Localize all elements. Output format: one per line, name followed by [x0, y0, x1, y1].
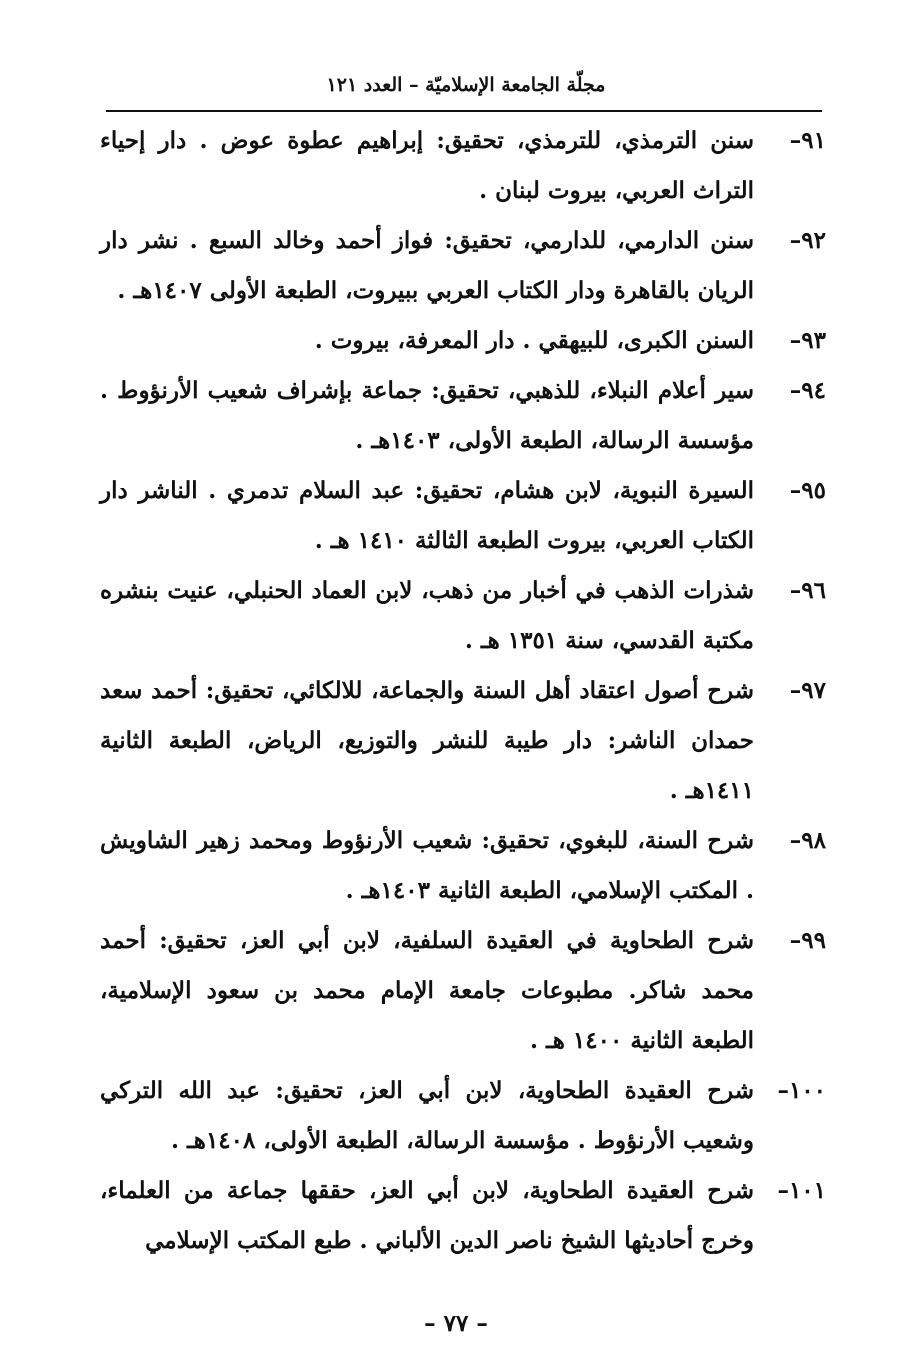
reference-number: ٩٤–	[789, 377, 826, 404]
reference-number: ٩٧–	[789, 677, 826, 704]
reference-list	[100, 116, 826, 1266]
reference-text: سنن الترمذي، للترمذي، تحقيق: إبراهيم عطوة عوض . دار إحياء التراث العربي، بيروت لبنان .	[100, 127, 754, 204]
reference-text: شرح العقيدة الطحاوية، لابن أبي العز، حققها جماعة من العلماء، وخرج أحاديثها الشيخ ناصر الدين الألباني . طبع المكتب الإسلامي	[100, 1177, 754, 1254]
reference-item-94	[100, 366, 826, 466]
reference-number: ٩٨–	[789, 827, 826, 854]
reference-item-99	[100, 916, 826, 1066]
reference-number: ٩٦–	[789, 577, 826, 604]
reference-item-91	[100, 116, 826, 216]
reference-item-97	[100, 666, 826, 816]
reference-text: شرح العقيدة الطحاوية، لابن أبي العز، تحقيق: عبد الله التركي وشعيب الأرنؤوط . مؤسسة الرسالة، الطبعة الأولى، ١٤٠٨هـ .	[100, 1077, 754, 1154]
reference-number: ١٠١–	[777, 1177, 826, 1204]
reference-text: شرح الطحاوية في العقيدة السلفية، لابن أبي العز، تحقيق: أحمد محمد شاكر. مطبوعات جامعة الإمام محمد بن سعود الإسلامية، الطبعة الثانية ١٤٠٠ هـ .	[100, 927, 754, 1054]
reference-text: السيرة النبوية، لابن هشام، تحقيق: عبد السلام تدمري . الناشر دار الكتاب العربي، بيروت الطبعة الثالثة ١٤١٠ هـ .	[100, 477, 754, 554]
reference-text: سنن الدارمي، للدارمي، تحقيق: فواز أحمد وخالد السبع . نشر دار الريان بالقاهرة ودار الكتاب العربي ببيروت، الطبعة الأولى ١٤٠٧هـ .	[100, 227, 754, 304]
reference-item-96	[100, 566, 826, 666]
header-rule	[106, 110, 822, 112]
reference-number: ٩٩–	[789, 927, 826, 954]
reference-number: ٩٣–	[789, 327, 826, 354]
reference-text: شرح السنة، للبغوي، تحقيق: شعيب الأرنؤوط ومحمد زهير الشاويش . المكتب الإسلامي، الطبعة الثانية ١٤٠٣هـ .	[100, 827, 754, 904]
reference-text: شذرات الذهب في أخبار من ذهب، لابن العماد الحنبلي، عنيت بنشره مكتبة القدسي، سنة ١٣٥١ هـ .	[100, 577, 754, 654]
reference-number: ١٠٠–	[777, 1077, 826, 1104]
reference-item-93	[100, 316, 826, 366]
running-header: مجلّة الجامعة الإسلاميّة – العدد ١٢١	[326, 74, 606, 96]
reference-number: ٩١–	[789, 127, 826, 154]
reference-text: شرح أصول اعتقاد أهل السنة والجماعة، للالكائي، تحقيق: أحمد سعد حمدان الناشر: دار طيبة للنشر والتوزيع، الرياض، الطبعة الثانية ١٤١١هـ .	[100, 677, 754, 804]
reference-text: سير أعلام النبلاء، للذهبي، تحقيق: جماعة بإشراف شعيب الأرنؤوط . مؤسسة الرسالة، الطبعة الأولى، ١٤٠٣هـ .	[100, 377, 754, 454]
reference-number: ٩٥–	[789, 477, 826, 504]
reference-number: ٩٢–	[789, 227, 826, 254]
reference-item-100	[100, 1066, 826, 1166]
reference-item-98	[100, 816, 826, 916]
page-number: – ٧٧ –	[424, 1310, 488, 1337]
reference-text: السنن الكبرى، للبيهقي . دار المعرفة، بيروت .	[314, 327, 754, 354]
reference-item-92	[100, 216, 826, 316]
reference-item-95	[100, 466, 826, 566]
reference-item-101	[100, 1166, 826, 1266]
